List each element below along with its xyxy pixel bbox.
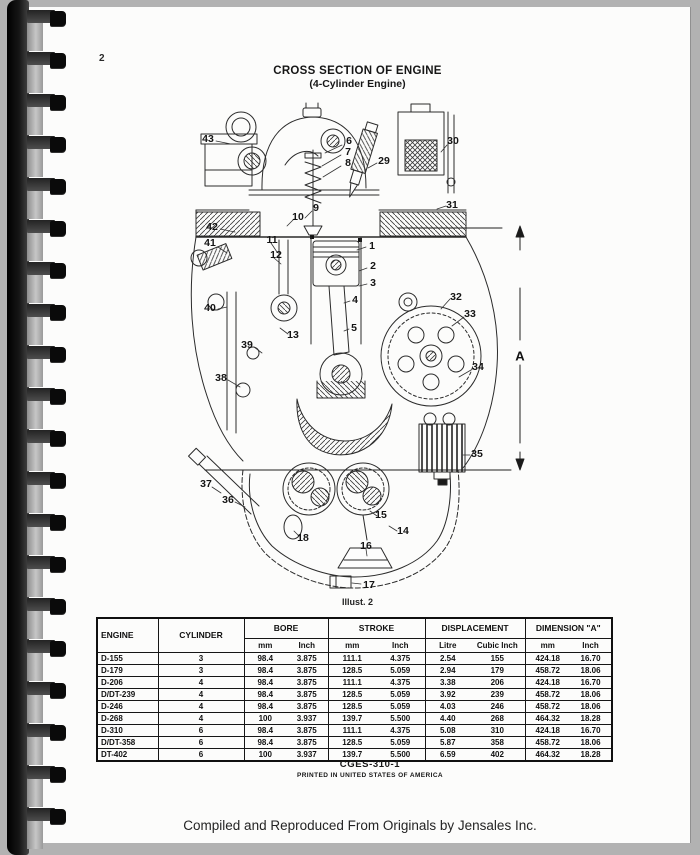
- col-subheader: Inch: [392, 640, 409, 650]
- callout-14: 14: [397, 525, 409, 537]
- cell-value: 6: [158, 749, 244, 762]
- cell-value: 5.059: [390, 737, 411, 747]
- cell-value: 98.4: [244, 725, 286, 737]
- binding-curl: [27, 526, 43, 555]
- cell-value: 98.4: [244, 689, 286, 701]
- cell-value: 98.4: [244, 701, 286, 713]
- callout-35: 35: [471, 448, 483, 460]
- callout-32: 32: [450, 291, 462, 303]
- cell-value: 128.5: [328, 665, 376, 677]
- binding-tooth-knob: [50, 95, 66, 110]
- callout-37: 37: [200, 478, 212, 490]
- cell-value: 4: [158, 713, 244, 725]
- cell-value: 4: [158, 701, 244, 713]
- binding-curl: [27, 694, 43, 723]
- cell-value: 139.7: [328, 749, 376, 762]
- cell-engine: D-310: [101, 725, 123, 735]
- table-row: [97, 653, 612, 665]
- cell-value: 5.059: [390, 701, 411, 711]
- cell-engine: D/DT-239: [101, 689, 136, 699]
- binding-tooth-knob: [50, 305, 66, 320]
- table-row: [97, 713, 612, 725]
- table-row: [97, 689, 612, 701]
- cell-value: 4.375: [390, 677, 411, 687]
- callout-9: 9: [313, 202, 319, 214]
- title-block: [165, 65, 550, 90]
- binding-tooth-knob: [50, 683, 66, 698]
- binding-tooth-knob: [50, 809, 66, 824]
- table-row: [97, 665, 612, 677]
- cell-value: 18.06: [580, 737, 601, 747]
- cell-value: 4.375: [390, 653, 411, 663]
- callout-17: 17: [363, 579, 375, 591]
- callout-41: 41: [204, 237, 216, 249]
- cell-value: 4.375: [390, 725, 411, 735]
- binding-tooth-knob: [50, 53, 66, 68]
- cell-engine: D/DT-358: [101, 737, 136, 747]
- callout-10: 10: [292, 211, 304, 223]
- crankshaft: [297, 353, 392, 455]
- binding-tooth-knob: [50, 11, 66, 26]
- callout-3: 3: [370, 277, 376, 289]
- cell-value: 18.06: [580, 701, 601, 711]
- binding-curl: [27, 232, 43, 261]
- callout-4: 4: [352, 294, 358, 306]
- cell-value: 464.32: [525, 713, 570, 725]
- cell-value: 206: [490, 677, 504, 687]
- cell-value: 5.87: [425, 737, 470, 749]
- cell-value: 3: [158, 653, 244, 665]
- cell-value: 3.937: [296, 713, 317, 723]
- cell-value: 458.72: [525, 689, 570, 701]
- cell-value: 3.38: [425, 677, 470, 689]
- cell-value: 3.875: [296, 665, 317, 675]
- cell-value: 100: [244, 713, 286, 725]
- callout-7: 7: [345, 146, 351, 158]
- col-subheader: Litre: [425, 639, 470, 653]
- binding-curl: [27, 442, 43, 471]
- binding-curl: [27, 820, 43, 849]
- cell-value: 100: [244, 749, 286, 762]
- dimension-a-label: A: [515, 348, 525, 364]
- binding-tooth-knob: [50, 137, 66, 152]
- cell-value: 5.059: [390, 665, 411, 675]
- cell-value: 5.500: [390, 713, 411, 723]
- cell-value: 3.875: [296, 701, 317, 711]
- cell-value: 5.08: [425, 725, 470, 737]
- col-header: CYLINDER: [158, 618, 244, 653]
- engine-specs-table: [96, 617, 613, 762]
- cell-value: 155: [490, 653, 504, 663]
- cell-value: 3: [158, 665, 244, 677]
- cell-value: 18.28: [580, 713, 601, 723]
- col-header: DISPLACEMENT: [425, 618, 525, 639]
- cell-value: 6: [158, 737, 244, 749]
- cell-value: 18.06: [580, 665, 601, 675]
- comb-binding: [0, 0, 80, 855]
- cell-value: 4: [158, 689, 244, 701]
- cell-engine: DT-402: [101, 749, 128, 759]
- cell-value: 3.875: [296, 677, 317, 687]
- cell-value: 402: [490, 749, 504, 759]
- binding-curl: [27, 400, 43, 429]
- binding-tooth-knob: [50, 389, 66, 404]
- table-row: [97, 725, 612, 737]
- callout-43: 43: [202, 133, 214, 145]
- balancer-unit: [283, 463, 389, 515]
- callout-30: 30: [447, 135, 459, 147]
- binding-tooth-knob: [50, 599, 66, 614]
- binding-tooth-knob: [50, 179, 66, 194]
- cell-value: 3.92: [425, 689, 470, 701]
- cell-value: 358: [490, 737, 504, 747]
- cell-value: 310: [490, 725, 504, 735]
- col-subheader: mm: [525, 639, 570, 653]
- col-header: DIMENSION "A": [525, 618, 612, 639]
- callout-leader-lines: [212, 141, 471, 584]
- binding-tooth-knob: [50, 347, 66, 362]
- col-subheader: Inch: [582, 640, 599, 650]
- cell-value: 18.28: [580, 749, 601, 759]
- binding-curl: [27, 274, 43, 303]
- callout-29: 29: [378, 155, 390, 167]
- cell-value: 424.18: [525, 653, 570, 665]
- cell-value: 16.70: [580, 725, 601, 735]
- cell-value: 3.875: [296, 689, 317, 699]
- cell-value: 98.4: [244, 653, 286, 665]
- form-code: CGES-310-1: [339, 759, 401, 770]
- cell-value: 3.875: [296, 737, 317, 747]
- table-row: [97, 737, 612, 749]
- callout-38: 38: [215, 372, 227, 384]
- cell-value: 5.059: [390, 689, 411, 699]
- callout-6: 6: [346, 135, 352, 147]
- callout-40: 40: [204, 302, 216, 314]
- cell-value: 246: [490, 701, 504, 711]
- table-row: [97, 677, 612, 689]
- dimension-a-lines: [205, 226, 524, 470]
- cell-value: 98.4: [244, 737, 286, 749]
- valve-and-spring: [304, 150, 322, 235]
- binding-spine: [7, 0, 29, 855]
- cell-value: 16.70: [580, 677, 601, 687]
- callout-2: 2: [370, 260, 376, 272]
- cell-engine: D-155: [101, 653, 123, 663]
- binding-curl: [27, 64, 43, 93]
- cell-value: 458.72: [525, 665, 570, 677]
- binding-tooth-knob: [50, 641, 66, 656]
- water-outlet-housing: [201, 112, 266, 186]
- cell-value: 2.94: [425, 665, 470, 677]
- binding-curl: [27, 190, 43, 219]
- cell-value: 3.937: [296, 749, 317, 759]
- callout-12: 12: [270, 249, 282, 261]
- cell-value: 4.03: [425, 701, 470, 713]
- cell-value: 464.32: [525, 749, 570, 762]
- binding-curl: [27, 652, 43, 681]
- callout-16: 16: [360, 540, 372, 552]
- binding-curl: [27, 148, 43, 177]
- binding-tooth-knob: [50, 767, 66, 782]
- binding-curl: [27, 610, 43, 639]
- col-header: BORE: [244, 618, 328, 639]
- callout-15: 15: [375, 509, 387, 521]
- cell-value: 458.72: [525, 737, 570, 749]
- binding-tooth-knob: [50, 263, 66, 278]
- cell-value: 128.5: [328, 737, 376, 749]
- reproduction-footer: Compiled and Reproduced From Originals by Jensales Inc.: [183, 818, 537, 833]
- cell-value: 424.18: [525, 725, 570, 737]
- cell-value: 98.4: [244, 665, 286, 677]
- cell-value: 128.5: [328, 701, 376, 713]
- callout-18: 18: [297, 532, 309, 544]
- cell-value: 139.7: [328, 713, 376, 725]
- air-cleaner: [398, 104, 455, 193]
- callout-36: 36: [222, 494, 234, 506]
- binding-curl: [27, 316, 43, 345]
- engine-cross-section-figure: [175, 95, 540, 600]
- binding-tooth-knob: [50, 725, 66, 740]
- cell-value: 179: [490, 665, 504, 675]
- cell-value: 2.54: [425, 653, 470, 665]
- cell-engine: D-179: [101, 665, 123, 675]
- callout-8: 8: [345, 157, 351, 169]
- col-subheader: Inch: [298, 640, 315, 650]
- cell-value: 98.4: [244, 677, 286, 689]
- binding-tooth-knob: [50, 557, 66, 572]
- oil-filter: [419, 413, 465, 485]
- page-number: 2: [99, 53, 105, 64]
- cylinder-head: [196, 210, 466, 242]
- cell-engine: D-268: [101, 713, 123, 723]
- cell-value: 268: [490, 713, 504, 723]
- cell-value: 128.5: [328, 689, 376, 701]
- binding-curl: [27, 568, 43, 597]
- binding-curl: [27, 106, 43, 135]
- cell-value: 3.875: [296, 653, 317, 663]
- col-header: ENGINE: [101, 630, 134, 641]
- cell-value: 5.500: [390, 749, 411, 759]
- page-subtitle: (4-Cylinder Engine): [309, 78, 406, 90]
- cell-value: 4: [158, 677, 244, 689]
- callout-33: 33: [464, 308, 476, 320]
- callout-13: 13: [287, 329, 299, 341]
- callout-11: 11: [266, 234, 278, 246]
- col-header: STROKE: [328, 618, 425, 639]
- binding-curl: [27, 778, 43, 807]
- figure-caption: Illust. 2: [341, 597, 373, 607]
- callout-31: 31: [446, 199, 458, 211]
- cell-value: 111.1: [328, 677, 376, 689]
- cell-engine: D-206: [101, 677, 123, 687]
- binding-tooth-knob: [50, 221, 66, 236]
- cell-value: 111.1: [328, 725, 376, 737]
- cell-engine: D-246: [101, 701, 123, 711]
- binding-curl: [27, 736, 43, 765]
- cell-value: 6: [158, 725, 244, 737]
- callout-34: 34: [472, 361, 484, 373]
- binding-tooth-knob: [50, 515, 66, 530]
- cell-value: 424.18: [525, 677, 570, 689]
- col-subheader: mm: [328, 639, 376, 653]
- cell-value: 3.875: [296, 725, 317, 735]
- cell-value: 18.06: [580, 689, 601, 699]
- printed-in-notice: PRINTED IN UNITED STATES OF AMERICA: [296, 772, 444, 779]
- page-title: CROSS SECTION OF ENGINE: [273, 65, 442, 77]
- callout-39: 39: [241, 339, 253, 351]
- binding-tooth-knob: [50, 431, 66, 446]
- cell-value: 239: [490, 689, 504, 699]
- cell-value: 6.59: [425, 749, 470, 762]
- binding-curl: [27, 358, 43, 387]
- col-subheader: mm: [244, 639, 286, 653]
- col-subheader: Cubic Inch: [476, 640, 518, 650]
- callout-42: 42: [206, 221, 218, 233]
- cell-value: 16.70: [580, 653, 601, 663]
- binding-curl: [27, 22, 43, 51]
- table-row: [97, 701, 612, 713]
- binding-tooth-knob: [50, 473, 66, 488]
- cell-value: 111.1: [328, 653, 376, 665]
- binding-curl: [27, 484, 43, 513]
- cell-value: 458.72: [525, 701, 570, 713]
- callout-1: 1: [369, 240, 375, 252]
- callout-5: 5: [351, 322, 357, 334]
- cell-value: 4.40: [425, 713, 470, 725]
